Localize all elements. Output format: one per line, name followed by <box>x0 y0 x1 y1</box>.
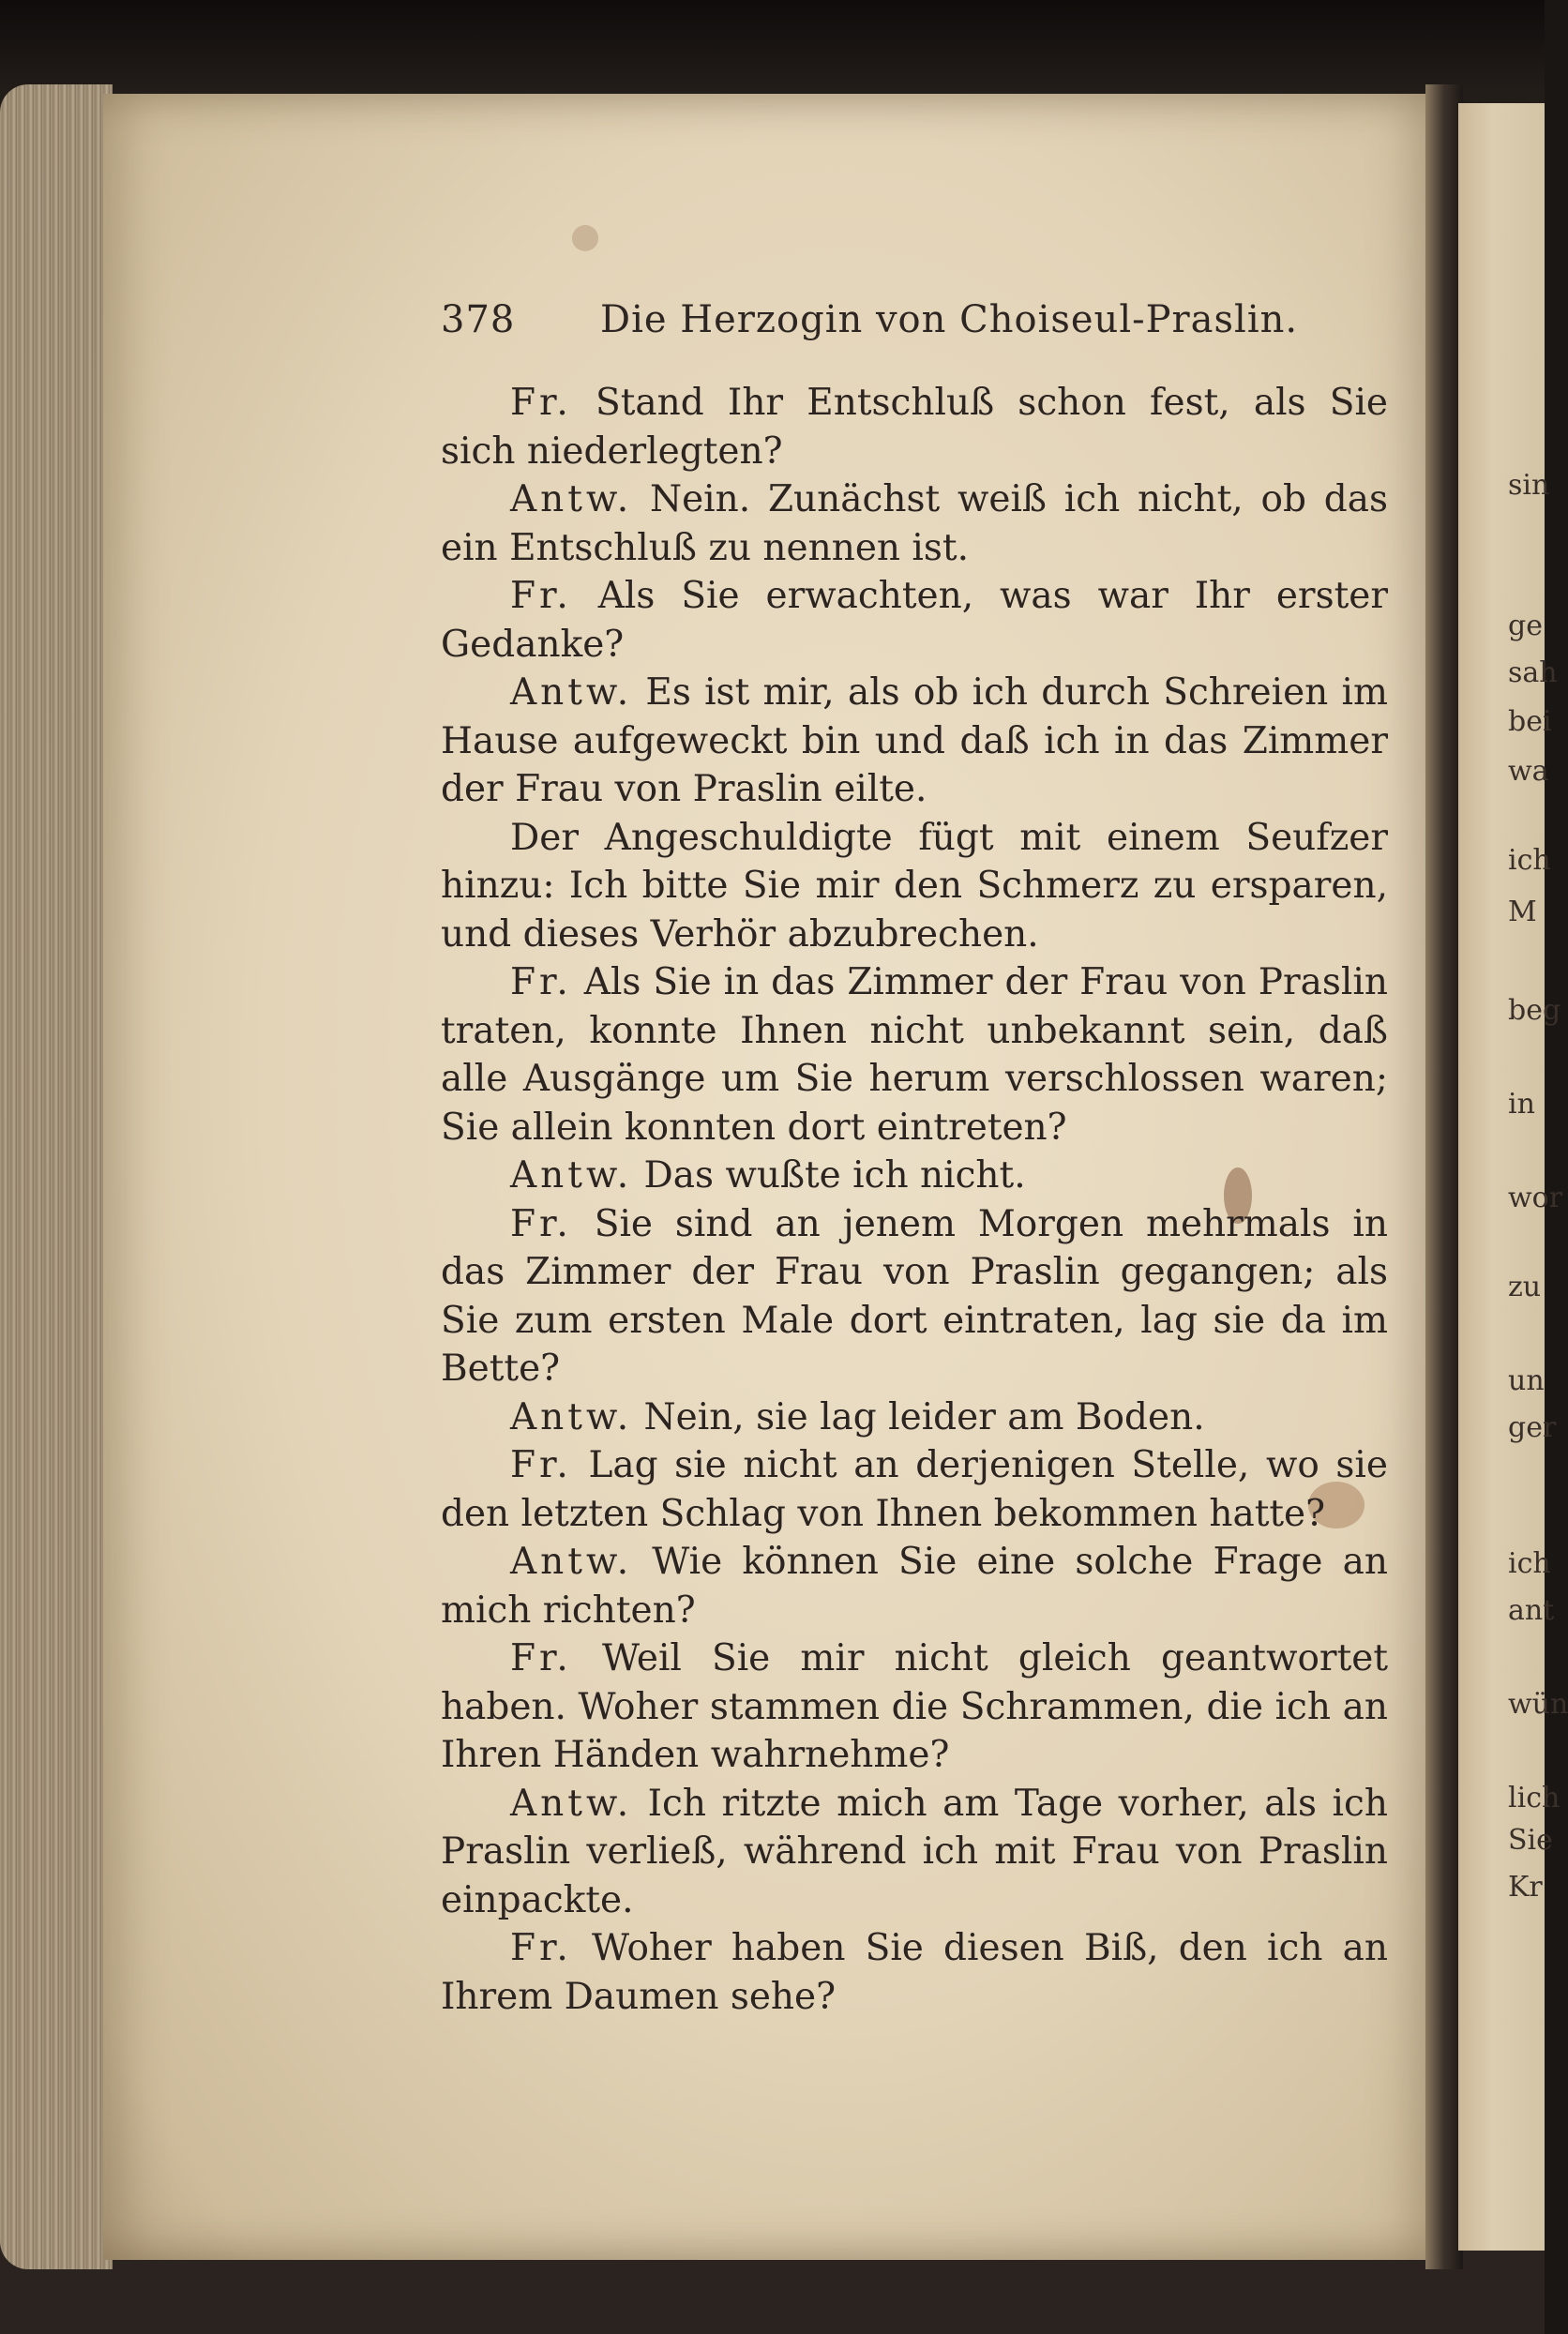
interrogation-text <box>441 379 1388 2021</box>
paragraph <box>441 669 1388 814</box>
paragraph-text: Als Sie erwachten, was war Ihr erster Gedanke? <box>441 575 1388 666</box>
next-page-fragment: ant <box>1508 1594 1555 1627</box>
paragraph <box>441 1393 1388 1442</box>
next-page-fragment: Sie <box>1508 1824 1553 1857</box>
paragraph-text: Weil Sie mir nicht gleich geantwortet haben. Woher stammen die Schrammen, die ich an Ihren Händen wahrnehme? <box>441 1637 1388 1776</box>
next-page-fragment: beg <box>1508 994 1561 1027</box>
speaker-label: Fr. <box>510 1444 572 1486</box>
speaker-label: Fr. <box>510 961 572 1003</box>
paragraph-text: Nein, sie lag leider am Boden. <box>643 1395 1205 1438</box>
speaker-label: Antw. <box>510 1541 633 1583</box>
speaker-label: Antw. <box>510 1395 633 1438</box>
paragraph-text: Nein. Zunächst weiß ich nicht, ob das ein Entschluß zu nennen ist. <box>441 478 1388 569</box>
paragraph-text: Sie sind an jenem Morgen mehrmals in das Zimmer der Frau von Praslin gegangen; als Sie zum ersten Male dort eintraten, lag sie da im Bette? <box>441 1202 1389 1390</box>
page-stain <box>572 225 598 251</box>
paragraph-text: Der Angeschuldigte fügt mit einem Seufzer hinzu: Ich bitte Sie mir den Schmerz zu ersparen, und dieses Verhör abzubrechen. <box>441 816 1388 956</box>
paragraph-text: Wie können Sie eine solche Frage an mich richten? <box>441 1541 1388 1632</box>
paragraph-text: Lag sie nicht an derjenigen Stelle, wo sie den letzten Schlag von Ihnen bekommen hatte? <box>441 1444 1388 1535</box>
running-title: Die Herzogin von Choiseul-Praslin. <box>600 298 1299 341</box>
next-page-fragment: lich <box>1508 1782 1560 1814</box>
speaker-label: Antw. <box>510 1154 633 1197</box>
next-page-fragment: in <box>1508 1088 1535 1121</box>
speaker-label: Antw. <box>510 478 633 520</box>
next-page-fragment: un <box>1508 1364 1545 1397</box>
paragraph-text: Als Sie in das Zimmer der Frau von Praslin traten, konnte Ihnen nicht unbekannt sein, daß alle Ausgänge um Sie herum verschlossen waren; Sie allein konnten dort eintreten? <box>441 961 1388 1149</box>
paragraph <box>441 1780 1388 1925</box>
speaker-label: Antw. <box>510 1782 633 1825</box>
paragraph <box>441 958 1388 1152</box>
next-page-fragment: zu <box>1508 1271 1542 1303</box>
next-page-fragment: M <box>1508 896 1537 928</box>
speaker-label: Fr. <box>510 1637 572 1679</box>
paragraph <box>441 1924 1388 2021</box>
paragraph-text: Das wußte ich nicht. <box>643 1154 1026 1197</box>
paragraph <box>441 1152 1388 1200</box>
next-page-fragment: wün <box>1508 1688 1568 1721</box>
next-page-edge <box>1458 103 1545 2251</box>
paragraph <box>441 572 1388 669</box>
page-number: 378 <box>441 298 516 341</box>
book-gutter <box>1425 84 1463 2269</box>
next-page-fragment: sin <box>1508 469 1550 502</box>
paragraph-text: Stand Ihr Entschluß schon fest, als Sie sich niederlegten? <box>441 382 1389 473</box>
paragraph <box>441 475 1388 572</box>
speaker-label: Fr. <box>510 1927 572 1969</box>
paragraph-text: Ich ritzte mich am Tage vorher, als ich Praslin verließ, während ich mit Frau von Praslin einpackte. <box>441 1782 1388 1921</box>
paragraph <box>441 1634 1388 1780</box>
paragraph <box>441 1441 1388 1538</box>
paragraph <box>441 1200 1388 1393</box>
next-page-fragment: wa <box>1508 755 1549 788</box>
paragraph <box>441 1538 1388 1634</box>
paragraph-text: Woher haben Sie diesen Biß, den ich an Ihrem Daumen sehe? <box>441 1927 1388 2018</box>
paragraph-text: Es ist mir, als ob ich durch Schreien im Hause aufgeweckt bin und daß ich in das Zimmer der Frau von Praslin eilte. <box>441 671 1388 810</box>
paragraph <box>441 814 1388 959</box>
speaker-label: Antw. <box>510 671 633 714</box>
speaker-label: Fr. <box>510 1202 572 1245</box>
next-page-fragment: ger <box>1508 1411 1557 1444</box>
next-page-fragment: sah <box>1508 656 1558 689</box>
next-page-fragment: bei <box>1508 705 1552 738</box>
paragraph <box>441 379 1388 475</box>
next-page-fragment: ich <box>1508 1547 1551 1580</box>
next-page-fragment: Kr <box>1508 1871 1543 1904</box>
next-page-fragment: wor <box>1508 1182 1563 1214</box>
speaker-label: Fr. <box>510 382 572 424</box>
speaker-label: Fr. <box>510 575 572 617</box>
book-edge <box>0 84 113 2269</box>
next-page-fragment: ge <box>1508 610 1543 642</box>
next-page-fragment: ich <box>1508 844 1551 877</box>
